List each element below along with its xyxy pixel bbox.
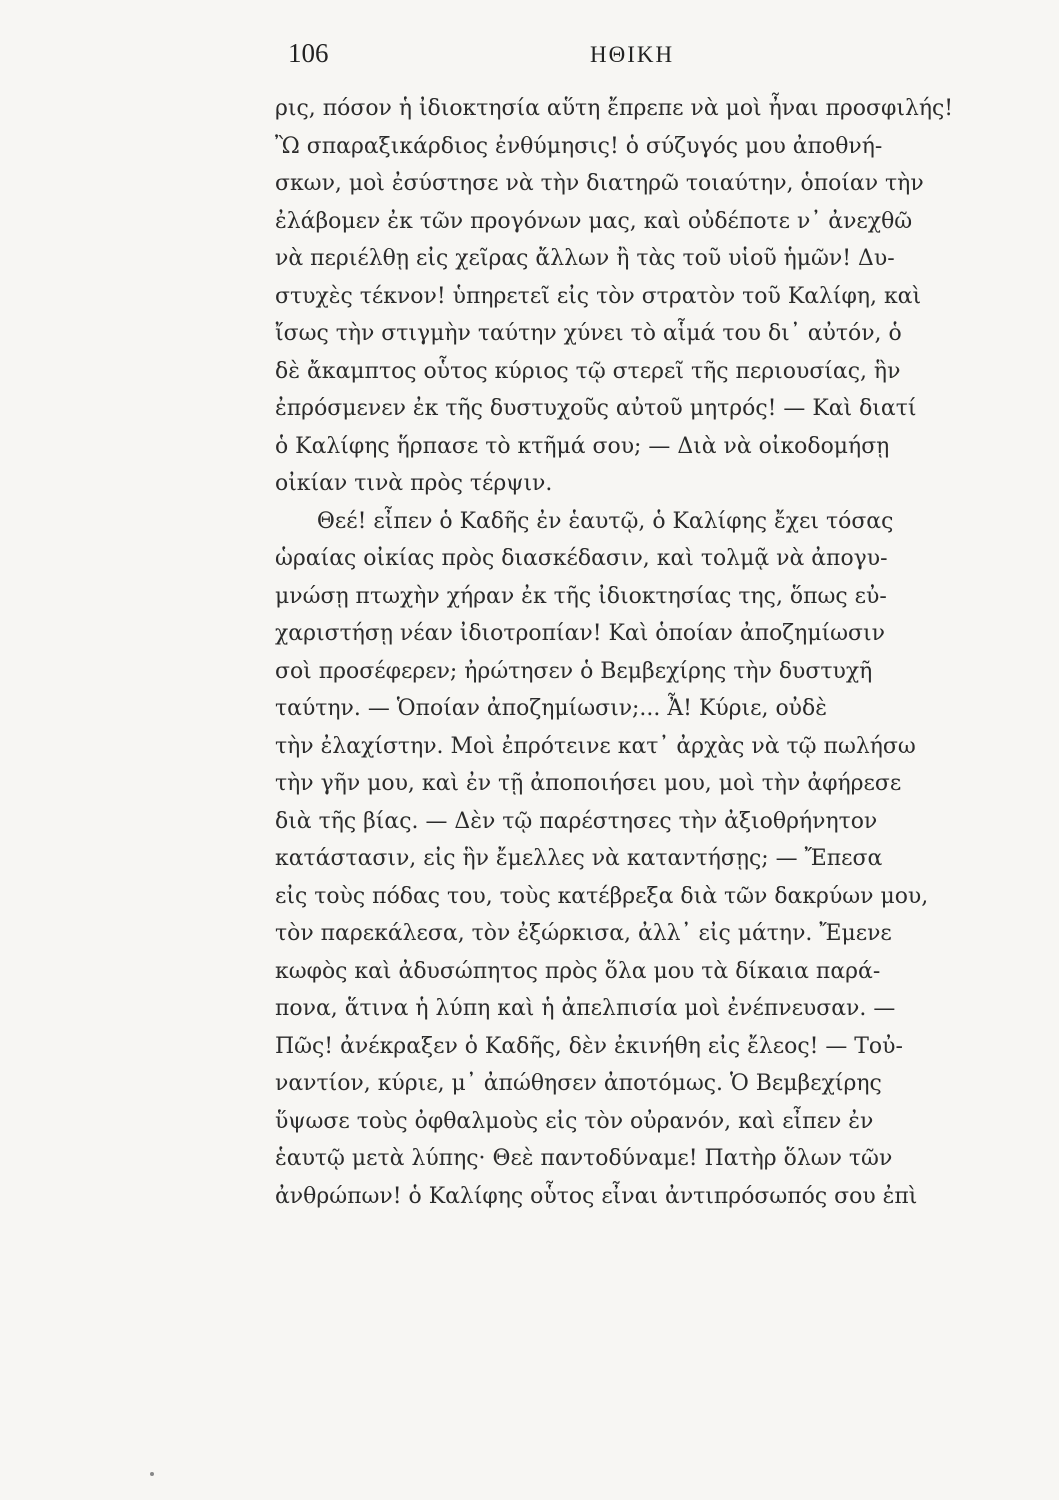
running-title: ΗΘΙΚΗ bbox=[590, 42, 675, 67]
text-line: Ὢ σπαραξικάρδιος ἐνθύμησις! ὁ σύζυγός μου ἀποθνή- bbox=[275, 133, 883, 159]
text-line: μνώσῃ πτωχὴν χήραν ἐκ τῆς ἰδιοκτησίας της, ὅπως εὐ- bbox=[275, 583, 887, 609]
text-line: ὡραίας οἰκίας πρὸς διασκέδασιν, καὶ τολμᾷ νὰ ἀπογυ- bbox=[275, 546, 888, 571]
text-line: σκων, μοὶ ἐσύστησε νὰ τὴν διατηρῶ τοιαύτην, ὁποίαν τὴν bbox=[275, 171, 924, 196]
paragraph-start-line: Θεέ! εἶπεν ὁ Καδῆς ἐν ἑαυτῷ, ὁ Καλίφης ἔχει τόσας bbox=[316, 508, 894, 534]
text-line: Πῶς! ἀνέκραξεν ὁ Καδῆς, δὲν ἐκινήθη εἰς ἔλεος! — Τοὐ- bbox=[275, 1033, 903, 1059]
text-line: πονα, ἅτινα ἡ λύπη καὶ ἡ ἀπελπισία μοὶ ἐνέπνευσαν. — bbox=[275, 996, 896, 1021]
text-line: κωφὸς καὶ ἀδυσώπητος πρὸς ὅλα μου τὰ δίκαια παρά- bbox=[275, 958, 881, 984]
text-line: τὸν παρεκάλεσα, τὸν ἐξώρκισα, ἀλλ᾽ εἰς μάτην. Ἔμενε bbox=[275, 921, 892, 946]
text-line: ἀνθρώπων! ὁ Καλίφης οὗτος εἶναι ἀντιπρόσωπός σου ἐπὶ bbox=[275, 1183, 918, 1209]
text-line: ἐπρόσμενεν ἐκ τῆς δυστυχοῦς αὐτοῦ μητρός! — Καὶ διατί bbox=[275, 396, 917, 421]
text-line: ναντίον, κύριε, μ᾽ ἀπώθησεν ἀποτόμως. Ὁ Βεμβεχίρης bbox=[275, 1071, 882, 1096]
text-line: ταύτην. — Ὁποίαν ἀποζημίωσιν;... Ἆ! Κύριε, οὐδὲ bbox=[275, 696, 827, 721]
text-line: κατάστασιν, εἰς ἣν ἔμελλες νὰ καταντήσῃς; — Ἔπεσα bbox=[275, 846, 883, 871]
text-line: ἑαυτῷ μετὰ λύπης· Θεὲ παντοδύναμε! Πατὴρ ὅλων τῶν bbox=[275, 1146, 893, 1171]
text-line: σοὶ προσέφερεν; ἠρώτησεν ὁ Βεμβεχίρης τὴν δυστυχῆ bbox=[275, 658, 873, 684]
text-line: χαριστήσῃ νέαν ἰδιοτροπίαν! Καὶ ὁποίαν ἀποζημίωσιν bbox=[275, 621, 885, 646]
paper-speck bbox=[150, 1472, 154, 1476]
text-line: ὁ Καλίφης ἥρπασε τὸ κτῆμά σου; — Διὰ νὰ οἰκοδομήσῃ bbox=[275, 433, 890, 459]
running-head bbox=[288, 38, 988, 78]
text-line: εἰς τοὺς πόδας του, τοὺς κατέβρεξα διὰ τῶν δακρύων μου, bbox=[275, 883, 929, 909]
text-line: ἐλάβομεν ἐκ τῶν προγόνων μας, καὶ οὐδέποτε ν᾽ ἀνεχθῶ bbox=[275, 208, 913, 234]
text-line: δὲ ἄκαμπτος οὗτος κύριος τῷ στερεῖ τῆς περιουσίας, ἣν bbox=[275, 358, 901, 384]
page-number: 106 bbox=[288, 38, 329, 68]
text-line: διὰ τῆς βίας. — Δὲν τῷ παρέστησες τὴν ἀξιοθρήνητον bbox=[275, 808, 878, 834]
text-line: τὴν γῆν μου, καὶ ἐν τῇ ἀποποιήσει μου, μοὶ τὴν ἀφήρεσε bbox=[275, 771, 902, 796]
text-line: τὴν ἐλαχίστην. Μοὶ ἐπρότεινε κατ᾽ ἀρχὰς νὰ τῷ πωλήσω bbox=[275, 733, 916, 759]
text-line: οἰκίαν τινὰ πρὸς τέρψιν. bbox=[275, 471, 553, 496]
text-line: ὕψωσε τοὺς ὀφθαλμοὺς εἰς τὸν οὐρανόν, καὶ εἶπεν ἐν bbox=[275, 1108, 874, 1134]
text-line: ρις, πόσον ἡ ἰδιοκτησία αὕτη ἔπρεπε νὰ μοὶ ἦναι προσφιλής! bbox=[275, 96, 954, 121]
text-line: στυχὲς τέκνον! ὑπηρετεῖ εἰς τὸν στρατὸν τοῦ Καλίφη, καὶ bbox=[275, 283, 922, 309]
text-line: νὰ περιέλθῃ εἰς χεῖρας ἄλλων ἢ τὰς τοῦ υἱοῦ ἡμῶν! Δυ- bbox=[275, 246, 895, 271]
body-text bbox=[275, 90, 995, 1215]
text-line: ἴσως τὴν στιγμὴν ταύτην χύνει τὸ αἷμά του δι᾽ αὐτόν, ὁ bbox=[275, 321, 902, 346]
